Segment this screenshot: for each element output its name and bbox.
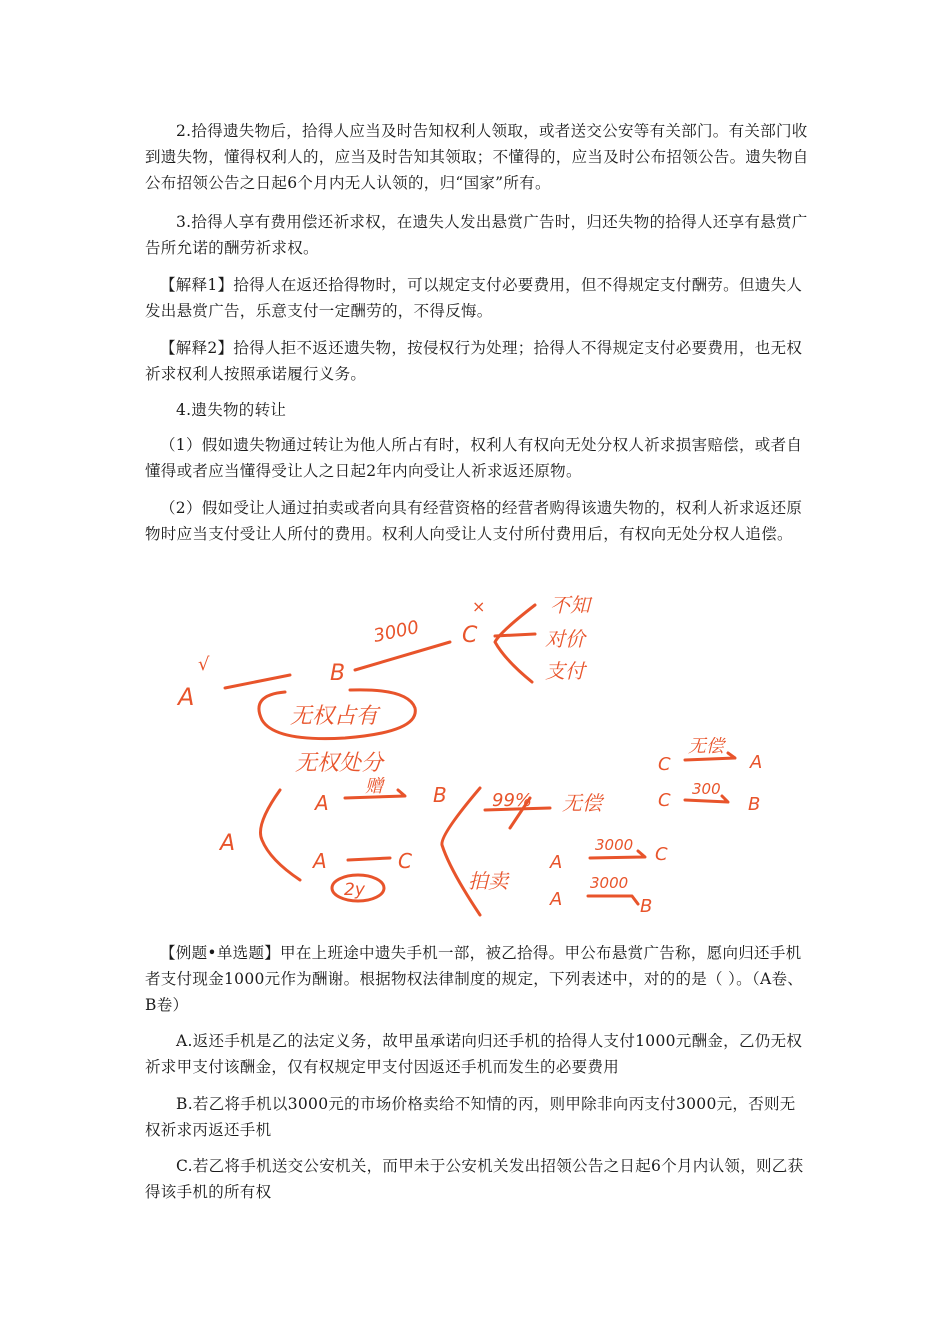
hw-bracket-top — [495, 605, 535, 682]
hw-mid-a1: A — [315, 791, 329, 815]
hw-circled: 无权占有 — [290, 704, 379, 729]
hw-low-a2: A — [550, 889, 563, 910]
section-heading-transfer: 4.遗失物的转让 — [176, 401, 287, 419]
hw-top-x: × — [472, 597, 486, 616]
hw-top-c: C — [462, 623, 478, 648]
hw-branch-3: 支付 — [545, 659, 585, 683]
hw-branch-1: 不知 — [550, 593, 590, 617]
hw-low-c: C — [655, 844, 668, 865]
hw-line-pct — [485, 808, 550, 810]
hw-right-a1: A — [750, 752, 763, 773]
hw-bracket-mid — [495, 634, 535, 636]
paragraph-explanation-1: 【解释1】拾得人在返还拾得物时，可以规定支付必要费用，但不得规定支付酬劳。但遗失人发出悬赏广告，乐意支付一定酬劳的，不得反悔。 — [145, 276, 803, 320]
hw-low-a1: A — [550, 852, 563, 873]
hw-mid-c: C — [398, 849, 412, 873]
hw-branch-2: 对价 — [545, 627, 585, 651]
example-question-stem: 【例题•单选题】甲在上班途中遗失手机一部，被乙拾得。甲公布悬赏广告称，愿向归还手机者支付现金1000元作为酬谢。根据物权法律制度的规定，下列表述中，对的的是（ ）。（A卷、B卷） — [145, 944, 804, 1014]
hw-low-amount2: 3000 — [590, 874, 629, 892]
hw-arrow-low-2 — [588, 896, 638, 904]
example-option-a: A.返还手机是乙的法定义务，故甲虽承诺向归还手机的拾得人支付1000元酬金，乙仍无权祈求甲支付该酬金，仅有权规定甲支付因返还手机而发生的必要费用 — [145, 1032, 803, 1076]
paragraph-transfer-1: （1）假如遗失物通过转让为他人所占有时，权利人有权向无处分权人祈求损害赔偿，或者自懂得或者应当懂得受让人之日起2年内向受让人祈求返还原物。 — [145, 436, 803, 480]
paragraph-lost-property-report: 2.拾得遗失物后，拾得人应当及时告知权利人领取，或者送交公安等有关部门。有关部门收到遗失物，懂得权利人的，应当及时告知其领取；不懂得的，应当及时公布招领公告。遗失物自公布招领公告之日起6个月内无人认领的，归“国家”所有。 — [145, 122, 809, 192]
hw-top-check: √ — [198, 654, 210, 675]
hw-bracket-left — [260, 790, 300, 880]
hw-below: 无权处分 — [295, 751, 384, 776]
hw-gift: 赠 — [365, 776, 383, 797]
hw-right-c1: C — [658, 754, 671, 775]
hw-bracket-mid-right — [442, 788, 480, 915]
example-option-b: B.若乙将手机以3000元的市场价格卖给不知情的丙，则甲除非向丙支付3000元，否则无权祈求丙返还手机 — [145, 1095, 796, 1139]
hw-top-b: B — [330, 661, 346, 686]
hw-line-a-b — [225, 675, 290, 688]
hw-top-amount: 3000 — [371, 616, 421, 647]
hw-right-amount1: 300 — [692, 780, 721, 798]
hw-free: 无偿 — [562, 791, 602, 815]
hw-right-c2: C — [658, 790, 671, 811]
hw-mid-a2: A — [313, 849, 327, 873]
hw-left-a: A — [220, 831, 236, 856]
hw-line-b-c — [355, 642, 450, 670]
example-option-c: C.若乙将手机送交公安机关，而甲未于公安机关发出招领公告之日起6个月内认领，则乙获得该手机的所有权 — [145, 1157, 804, 1201]
hw-mid-b: B — [433, 783, 447, 807]
paragraph-explanation-2: 【解释2】拾得人拒不返还遗失物，按侵权行为处理；拾得人不得规定支付必要费用，也无权祈求权利人按照承诺履行义务。 — [145, 339, 803, 383]
paragraph-expense-claim: 3.拾得人享有费用偿还祈求权，在遗失人发出悬赏广告时，归还失物的拾得人还享有悬赏广告所允诺的酬劳祈求权。 — [145, 213, 808, 257]
hw-auction: 拍卖 — [468, 869, 508, 893]
hw-top-a: A — [178, 683, 195, 711]
hw-line-a-c — [348, 858, 390, 860]
paragraph-transfer-2: （2）假如受让人通过拍卖或者向具有经营资格的经营者购得该遗失物的，权利人祈求返还原物时应当支付受让人所付的费用。权利人向受让人支付所付费用后，有权向无处分权人追偿。 — [145, 499, 803, 543]
hw-right-b1: B — [748, 794, 761, 815]
hw-two-years: 2y — [344, 880, 365, 900]
hw-low-b: B — [640, 896, 653, 917]
hw-right-free: 无偿 — [688, 736, 724, 757]
hw-low-amount1: 3000 — [595, 836, 634, 854]
hw-pct: 99% — [492, 790, 533, 811]
handwritten-diagram — [150, 570, 800, 920]
